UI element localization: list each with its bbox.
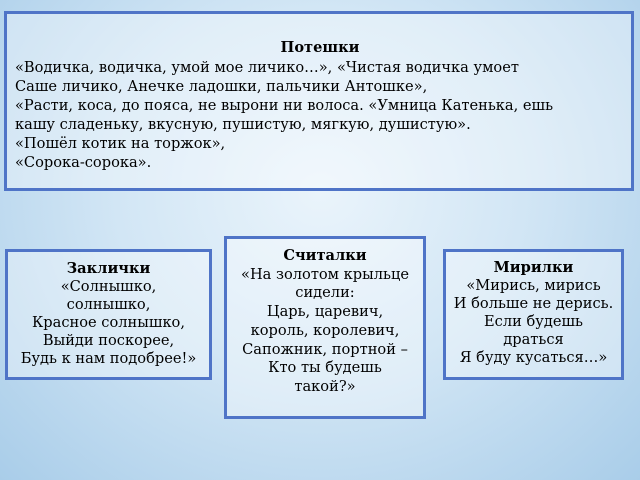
mirilki-line: Если будешь [484,313,583,330]
schitalki-title: Считалки [283,247,367,264]
schitalki-line: Сапожник, портной – [242,340,408,358]
poteshki-title: Потешки [280,39,360,56]
schitalki-line: Кто ты будешь [268,359,382,377]
zaklichki-title: Заклички [66,260,151,277]
mirilki-line: «Мирись, мирись [466,277,601,294]
poteshki-line: «Пошёл котик на торжок», [15,135,226,152]
zaklichki-line: «Солнышко, [60,278,157,295]
mirilki-line: драться [503,331,564,348]
poteshki-line: кашу сладеньку, вкусную, пушистую, мягкую, душистую». [15,116,471,133]
poteshki-line: «Расти, коса, до пояса, не вырони ни волоса. «Умница Катенька, ешь [15,97,554,114]
poteshki-box [4,11,634,191]
zaklichki-box [5,249,212,380]
zaklichki-line: Выйди поскорее, [42,332,175,349]
mirilki-title: Мирилки [493,259,574,276]
mirilki-line: Я буду кусаться…» [459,349,608,366]
mirilki-box [443,249,624,380]
mirilki-line: И больше не дерись. [453,295,614,312]
poteshki-line: «Сорока-сорока». [15,154,152,171]
zaklichki-line: Красное солнышко, [32,314,185,331]
poteshki-line: «Водичка, водичка, умой мое личико…», «Чистая водичка умоет [15,59,519,76]
zaklichki-line: Будь к нам подобрее!» [20,350,197,367]
schitalki-line: «На золотом крыльце [241,265,409,283]
schitalki-line: сидели: [295,284,355,302]
schitalki-line: король, королевич, [250,321,400,339]
zaklichki-line: солнышко, [66,296,151,313]
schitalki-line: Царь, царевич, [266,303,384,321]
poteshki-line: Саше личико, Анечке ладошки, пальчики Антошке», [15,78,428,95]
schitalki-line: такой?» [294,377,356,395]
schitalki-box [224,236,426,419]
